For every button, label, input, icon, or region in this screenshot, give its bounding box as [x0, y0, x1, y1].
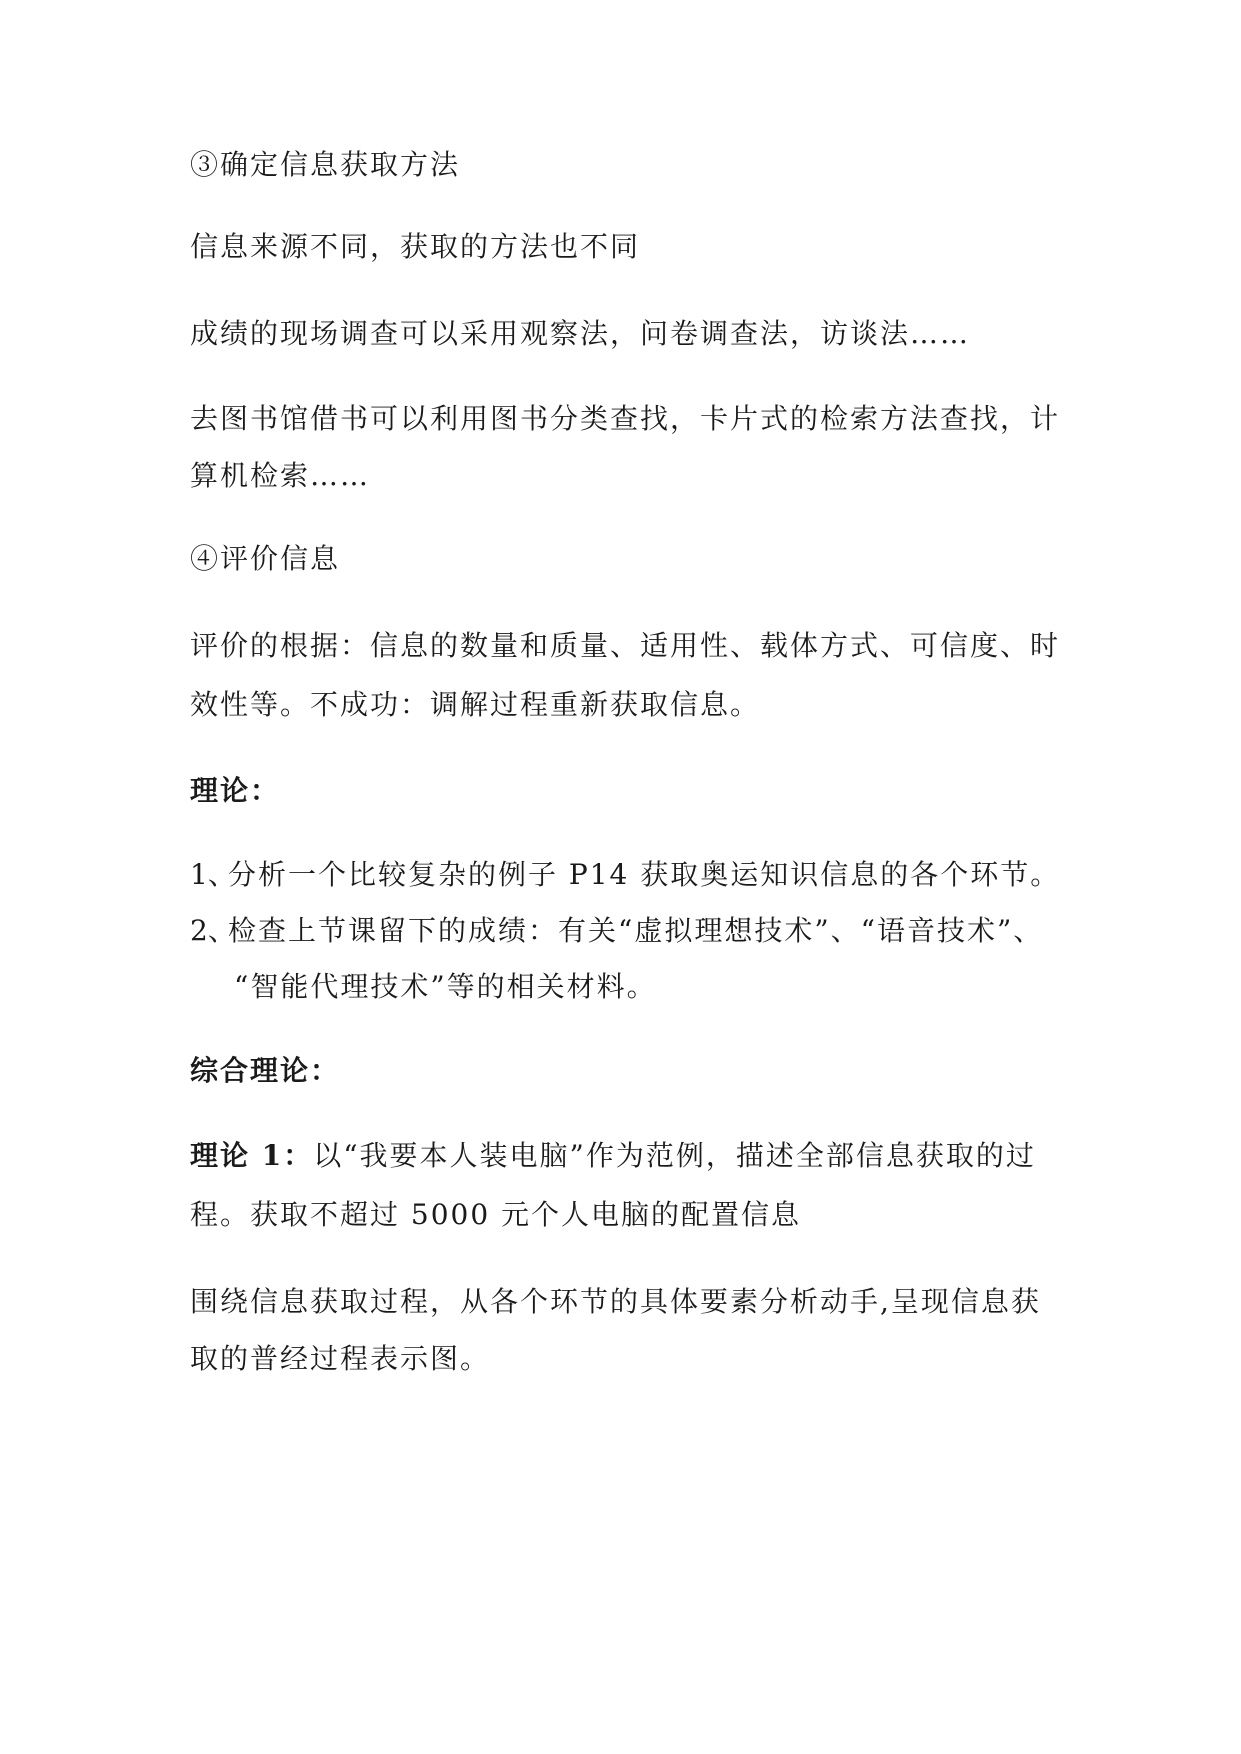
step3-heading: ③确定信息获取方法 — [190, 148, 461, 181]
list-text: 检查上节课留下的成绩：有关“虚拟理想技术”、“语音技术”、 — [228, 914, 1044, 947]
theory1-label: 理论 1： — [190, 1139, 314, 1172]
paragraph-line: 成绩的现场调查可以采用观察法，问卷调查法，访谈法…… — [190, 317, 971, 350]
theory1-line — [190, 1138, 1060, 1174]
paragraph-line: 算机检索…… — [190, 459, 371, 492]
theory1-text: 以“我要本人装电脑”作为范例，描述全部信息获取的过 — [313, 1139, 1036, 1172]
paragraph-line: 信息来源不同，获取的方法也不同 — [190, 230, 641, 263]
list-number: 2、 — [190, 914, 236, 947]
list-text: 分析一个比较复杂的例子 P14 获取奥运知识信息的各个环节。 — [228, 858, 1061, 891]
paragraph-line: 取的普经过程表示图。 — [190, 1342, 491, 1375]
paragraph-line: 去图书馆借书可以利用图书分类查找，卡片式的检索方法查找，计 — [190, 402, 1061, 435]
step4-heading: ④评价信息 — [190, 542, 341, 575]
list-item — [190, 857, 1060, 893]
list-number: 1、 — [190, 858, 236, 891]
section-heading-theory: 理论： — [190, 774, 281, 807]
paragraph-line: 效性等。不成功：调解过程重新获取信息。 — [190, 688, 761, 721]
paragraph-line: 评价的根据：信息的数量和质量、适用性、载体方式、可信度、时 — [190, 629, 1061, 662]
list-item-continuation: “智能代理技术”等的相关材料。 — [234, 970, 657, 1003]
paragraph-line: 程。获取不超过 5000 元个人电脑的配置信息 — [190, 1198, 802, 1231]
section-heading-comprehensive: 综合理论： — [190, 1054, 341, 1087]
list-item — [190, 913, 1060, 949]
paragraph-line: 围绕信息获取过程，从各个环节的具体要素分析动手,呈现信息获 — [190, 1285, 1041, 1318]
